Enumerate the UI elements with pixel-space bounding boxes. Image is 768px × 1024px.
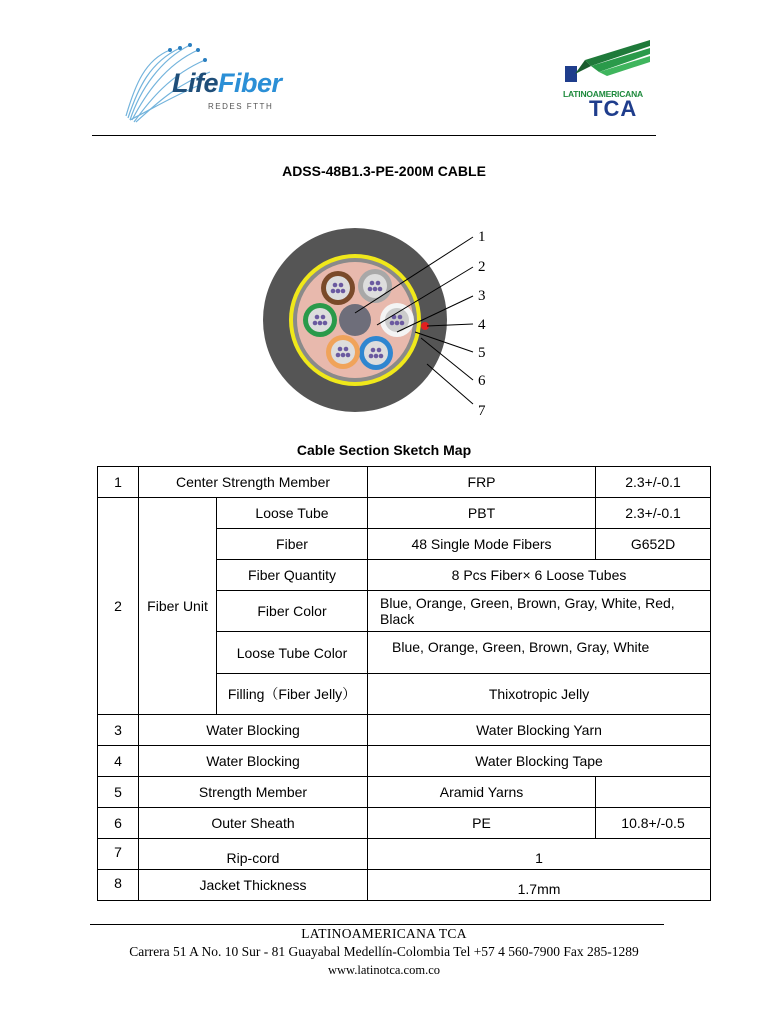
sub-material: 48 Single Mode Fibers [368,529,596,560]
brand-fiber: Fiber [218,68,282,98]
sub-material: Blue, Orange, Green, Brown, Gray, White [368,632,711,674]
row-material: PE [368,808,596,839]
diagram-label-3: 3 [478,288,486,304]
row-number: 1 [98,467,139,498]
row-number: 4 [98,746,139,777]
tca-line1: LATINOAMERICANA [563,89,643,99]
table-row [98,808,711,839]
sub-material: Blue, Orange, Green, Brown, Gray, White, Red, Black [368,591,711,632]
row-value: 2.3+/-0.1 [596,467,711,498]
sub-item: Loose Tube Color [217,632,368,674]
row-number: 2 [98,498,139,715]
brand-tagline: REDES FTTH [208,102,274,111]
row-item: Strength Member [139,777,368,808]
tca-line2: TCA [589,96,638,121]
row-number: 3 [98,715,139,746]
latinoamericana-tca-logo [555,40,655,120]
footer-address: Carrera 51 A No. 10 Sur - 81 Guayabal Medellín-Colombia Tel +57 4 560-7900 Fax 285-1289 [129,944,639,959]
diagram-label-2: 2 [478,259,486,275]
table-row [98,870,711,901]
sub-material: PBT [368,498,596,529]
row-number: 8 [98,870,139,901]
row-value: 10.8+/-0.5 [596,808,711,839]
table-row [98,746,711,777]
table-row [98,467,711,498]
row-number: 7 [98,839,139,870]
footer-company: LATINOAMERICANA TCA [301,926,467,941]
row-item: Center Strength Member [139,467,368,498]
row-item: Rip-cord [139,839,368,870]
diagram-label-1: 1 [478,229,486,245]
row-number: 5 [98,777,139,808]
row-item: Jacket Thickness [139,870,368,901]
header-divider [92,135,656,136]
footer-divider [90,924,664,925]
sub-item: Loose Tube [217,498,368,529]
sub-item: Fiber Color [217,591,368,632]
table-row [98,715,711,746]
table-row [98,498,711,529]
row-material: FRP [368,467,596,498]
row-material: Water Blocking Yarn [368,715,711,746]
center-strength-member [339,304,371,336]
row-item: Fiber Unit [139,498,217,715]
sub-item: Fiber [217,529,368,560]
row-number: 6 [98,808,139,839]
sub-value: G652D [596,529,711,560]
diagram-label-7: 7 [478,403,486,419]
table-row [98,839,711,870]
cable-cross-section-diagram [255,220,505,430]
brand-life: Life [172,68,219,98]
row-item: Water Blocking [139,746,368,777]
sub-value: 2.3+/-0.1 [596,498,711,529]
row-material: Water Blocking Tape [368,746,711,777]
diagram-label-4: 4 [478,317,486,333]
lifefiber-logo [120,40,300,125]
footer-website: www.latinotca.com.co [328,963,440,977]
table-row [98,777,711,808]
sub-material: Thixotropic Jelly [368,674,711,715]
sub-item: Fiber Quantity [217,560,368,591]
diagram-label-5: 5 [478,345,486,361]
sub-item: Filling（Fiber Jelly） [217,674,368,715]
row-item: Water Blocking [139,715,368,746]
diagram-caption: Cable Section Sketch Map [296,442,472,458]
row-value [596,777,711,808]
row-material: 1.7mm [368,870,711,901]
tca-logo-icon [555,40,655,90]
diagram-label-6: 6 [478,373,486,389]
row-material: 1 [368,839,711,870]
row-material: Aramid Yarns [368,777,596,808]
document-title: ADSS-48B1.3-PE-200M CABLE [282,163,486,179]
cable-spec-table [97,466,711,901]
row-item: Outer Sheath [139,808,368,839]
sub-material: 8 Pcs Fiber× 6 Loose Tubes [368,560,711,591]
